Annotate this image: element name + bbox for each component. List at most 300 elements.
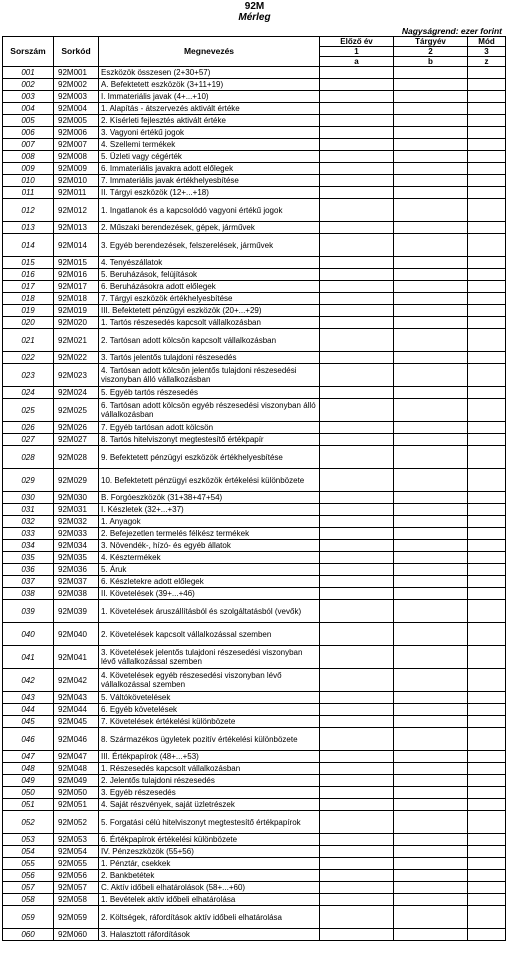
value-elozo-ev-cell[interactable] — [320, 775, 394, 787]
header-num-3: 3 — [468, 47, 506, 57]
value-mod-cell[interactable] — [468, 516, 506, 528]
value-elozo-ev-cell[interactable] — [320, 623, 394, 646]
value-elozo-ev-cell[interactable] — [320, 834, 394, 846]
value-mod-cell[interactable] — [468, 763, 506, 775]
value-elozo-ev-cell[interactable] — [320, 751, 394, 763]
row-number: 012 — [3, 199, 54, 222]
row-number: 029 — [3, 469, 54, 492]
value-elozo-ev-cell[interactable] — [320, 528, 394, 540]
value-mod-cell[interactable] — [468, 728, 506, 751]
value-mod-cell[interactable] — [468, 834, 506, 846]
value-mod-cell[interactable] — [468, 127, 506, 139]
value-targyev-cell[interactable] — [394, 870, 468, 882]
value-targyev-cell[interactable] — [394, 199, 468, 222]
value-mod-cell[interactable] — [468, 775, 506, 787]
row-code: 92M052 — [54, 811, 99, 834]
value-mod-cell[interactable] — [468, 352, 506, 364]
header-letter-z: z — [468, 57, 506, 67]
table-row — [3, 115, 506, 127]
row-label: 5. Beruházások, felújítások — [99, 269, 320, 281]
value-elozo-ev-cell[interactable] — [320, 329, 394, 352]
row-code: 92M003 — [54, 91, 99, 103]
table-row — [3, 422, 506, 434]
row-code: 92M027 — [54, 434, 99, 446]
row-number: 014 — [3, 234, 54, 257]
value-targyev-cell[interactable] — [394, 222, 468, 234]
value-mod-cell[interactable] — [468, 929, 506, 941]
value-elozo-ev-cell[interactable] — [320, 906, 394, 929]
value-mod-cell[interactable] — [468, 811, 506, 834]
value-targyev-cell[interactable] — [394, 139, 468, 151]
value-elozo-ev-cell[interactable] — [320, 446, 394, 469]
header-sorszam: Sorszám — [3, 37, 54, 67]
value-targyev-cell[interactable] — [394, 269, 468, 281]
value-elozo-ev-cell[interactable] — [320, 704, 394, 716]
value-mod-cell[interactable] — [468, 399, 506, 422]
row-label: 5. Egyéb tartós részesedés — [99, 387, 320, 399]
value-targyev-cell[interactable] — [394, 775, 468, 787]
value-targyev-cell[interactable] — [394, 163, 468, 175]
value-mod-cell[interactable] — [468, 692, 506, 704]
unit-note: Nagyságrend: ezer forint — [401, 26, 502, 36]
value-targyev-cell[interactable] — [394, 317, 468, 329]
row-label: 2. Műszaki berendezések, gépek, járművek — [99, 222, 320, 234]
table-row — [3, 329, 506, 352]
value-elozo-ev-cell[interactable] — [320, 692, 394, 704]
value-elozo-ev-cell[interactable] — [320, 281, 394, 293]
value-elozo-ev-cell[interactable] — [320, 399, 394, 422]
row-code: 92M022 — [54, 352, 99, 364]
row-code: 92M040 — [54, 623, 99, 646]
row-number: 050 — [3, 787, 54, 799]
row-code: 92M006 — [54, 127, 99, 139]
value-mod-cell[interactable] — [468, 846, 506, 858]
value-targyev-cell[interactable] — [394, 704, 468, 716]
value-targyev-cell[interactable] — [394, 799, 468, 811]
value-targyev-cell[interactable] — [394, 588, 468, 600]
value-elozo-ev-cell[interactable] — [320, 293, 394, 305]
row-number: 021 — [3, 329, 54, 352]
value-elozo-ev-cell[interactable] — [320, 600, 394, 623]
value-targyev-cell[interactable] — [394, 692, 468, 704]
value-mod-cell[interactable] — [468, 469, 506, 492]
row-number: 039 — [3, 600, 54, 623]
value-targyev-cell[interactable] — [394, 115, 468, 127]
value-mod-cell[interactable] — [468, 269, 506, 281]
value-targyev-cell[interactable] — [394, 67, 468, 79]
value-targyev-cell[interactable] — [394, 576, 468, 588]
value-mod-cell[interactable] — [468, 434, 506, 446]
table-row — [3, 434, 506, 446]
value-targyev-cell[interactable] — [394, 564, 468, 576]
value-elozo-ev-cell[interactable] — [320, 846, 394, 858]
value-targyev-cell[interactable] — [394, 882, 468, 894]
row-number: 036 — [3, 564, 54, 576]
value-elozo-ev-cell[interactable] — [320, 352, 394, 364]
table-row — [3, 751, 506, 763]
value-mod-cell[interactable] — [468, 139, 506, 151]
value-targyev-cell[interactable] — [394, 492, 468, 504]
value-elozo-ev-cell[interactable] — [320, 540, 394, 552]
value-elozo-ev-cell[interactable] — [320, 317, 394, 329]
value-mod-cell[interactable] — [468, 387, 506, 399]
table-row — [3, 139, 506, 151]
value-targyev-cell[interactable] — [394, 516, 468, 528]
value-mod-cell[interactable] — [468, 894, 506, 906]
value-mod-cell[interactable] — [468, 293, 506, 305]
table-row — [3, 811, 506, 834]
row-label: 8. Származékos ügyletek pozitív értékelési különbözete — [99, 728, 320, 751]
value-elozo-ev-cell[interactable] — [320, 669, 394, 692]
row-code: 92M030 — [54, 492, 99, 504]
value-mod-cell[interactable] — [468, 669, 506, 692]
row-number: 008 — [3, 151, 54, 163]
value-elozo-ev-cell[interactable] — [320, 187, 394, 199]
value-mod-cell[interactable] — [468, 234, 506, 257]
value-elozo-ev-cell[interactable] — [320, 588, 394, 600]
table-row — [3, 870, 506, 882]
value-elozo-ev-cell[interactable] — [320, 269, 394, 281]
row-number: 035 — [3, 552, 54, 564]
value-elozo-ev-cell[interactable] — [320, 870, 394, 882]
row-number: 003 — [3, 91, 54, 103]
value-mod-cell[interactable] — [468, 199, 506, 222]
row-code: 92M025 — [54, 399, 99, 422]
value-mod-cell[interactable] — [468, 716, 506, 728]
row-number: 023 — [3, 364, 54, 387]
value-targyev-cell[interactable] — [394, 352, 468, 364]
value-mod-cell[interactable] — [468, 564, 506, 576]
value-targyev-cell[interactable] — [394, 646, 468, 669]
value-mod-cell[interactable] — [468, 257, 506, 269]
row-number: 016 — [3, 269, 54, 281]
value-targyev-cell[interactable] — [394, 669, 468, 692]
table-row — [3, 79, 506, 91]
value-elozo-ev-cell[interactable] — [320, 576, 394, 588]
value-targyev-cell[interactable] — [394, 329, 468, 352]
row-label: 2. Kísérleti fejlesztés aktivált értéke — [99, 115, 320, 127]
value-targyev-cell[interactable] — [394, 811, 468, 834]
value-targyev-cell[interactable] — [394, 540, 468, 552]
row-number: 027 — [3, 434, 54, 446]
row-label: 4. Szellemi termékek — [99, 139, 320, 151]
row-label: IV. Pénzeszközök (55+56) — [99, 846, 320, 858]
row-label: III. Értékpapírok (48+...+53) — [99, 751, 320, 763]
value-elozo-ev-cell[interactable] — [320, 115, 394, 127]
value-targyev-cell[interactable] — [394, 422, 468, 434]
value-elozo-ev-cell[interactable] — [320, 139, 394, 151]
value-mod-cell[interactable] — [468, 540, 506, 552]
header-mod: Mód — [468, 37, 506, 47]
value-targyev-cell[interactable] — [394, 858, 468, 870]
value-mod-cell[interactable] — [468, 446, 506, 469]
value-targyev-cell[interactable] — [394, 834, 468, 846]
value-targyev-cell[interactable] — [394, 787, 468, 799]
row-label: 3. Követelések jelentős tulajdoni részesedési viszonyban lévő vállalkozással szemben — [99, 646, 320, 669]
value-elozo-ev-cell[interactable] — [320, 469, 394, 492]
value-targyev-cell[interactable] — [394, 600, 468, 623]
value-elozo-ev-cell[interactable] — [320, 387, 394, 399]
table-row — [3, 269, 506, 281]
value-elozo-ev-cell[interactable] — [320, 234, 394, 257]
value-mod-cell[interactable] — [468, 528, 506, 540]
table-row — [3, 257, 506, 269]
value-mod-cell[interactable] — [468, 222, 506, 234]
value-elozo-ev-cell[interactable] — [320, 811, 394, 834]
row-number: 032 — [3, 516, 54, 528]
value-mod-cell[interactable] — [468, 704, 506, 716]
row-code: 92M023 — [54, 364, 99, 387]
header-targyev: Tárgyév — [394, 37, 468, 47]
table-row — [3, 552, 506, 564]
row-code: 92M041 — [54, 646, 99, 669]
row-number: 013 — [3, 222, 54, 234]
row-code: 92M008 — [54, 151, 99, 163]
value-mod-cell[interactable] — [468, 858, 506, 870]
value-targyev-cell[interactable] — [394, 305, 468, 317]
value-mod-cell[interactable] — [468, 364, 506, 387]
row-number: 048 — [3, 763, 54, 775]
table-row — [3, 564, 506, 576]
value-targyev-cell[interactable] — [394, 103, 468, 115]
value-mod-cell[interactable] — [468, 91, 506, 103]
value-mod-cell[interactable] — [468, 79, 506, 91]
value-mod-cell[interactable] — [468, 504, 506, 516]
table-row — [3, 151, 506, 163]
value-targyev-cell[interactable] — [394, 79, 468, 91]
row-number: 001 — [3, 67, 54, 79]
row-code: 92M002 — [54, 79, 99, 91]
value-elozo-ev-cell[interactable] — [320, 882, 394, 894]
row-label: 10. Befektetett pénzügyi eszközök értékelési különbözete — [99, 469, 320, 492]
value-mod-cell[interactable] — [468, 623, 506, 646]
value-targyev-cell[interactable] — [394, 716, 468, 728]
value-targyev-cell[interactable] — [394, 387, 468, 399]
row-number: 059 — [3, 906, 54, 929]
value-targyev-cell[interactable] — [394, 552, 468, 564]
value-elozo-ev-cell[interactable] — [320, 799, 394, 811]
value-elozo-ev-cell[interactable] — [320, 222, 394, 234]
value-targyev-cell[interactable] — [394, 906, 468, 929]
value-elozo-ev-cell[interactable] — [320, 127, 394, 139]
value-elozo-ev-cell[interactable] — [320, 552, 394, 564]
value-targyev-cell[interactable] — [394, 257, 468, 269]
value-mod-cell[interactable] — [468, 492, 506, 504]
value-targyev-cell[interactable] — [394, 293, 468, 305]
row-code: 92M057 — [54, 882, 99, 894]
value-elozo-ev-cell[interactable] — [320, 257, 394, 269]
value-mod-cell[interactable] — [468, 151, 506, 163]
row-number: 024 — [3, 387, 54, 399]
value-targyev-cell[interactable] — [394, 399, 468, 422]
value-mod-cell[interactable] — [468, 115, 506, 127]
table-row — [3, 834, 506, 846]
row-label: 2. Befejezetlen termelés félkész termékek — [99, 528, 320, 540]
row-label: 6. Tartósan adott kölcsön egyéb részesedési viszonyban álló vállalkozásban — [99, 399, 320, 422]
form-title: Mérleg — [238, 12, 271, 23]
value-elozo-ev-cell[interactable] — [320, 434, 394, 446]
value-targyev-cell[interactable] — [394, 728, 468, 751]
row-label: 3. Vagyoni értékű jogok — [99, 127, 320, 139]
value-elozo-ev-cell[interactable] — [320, 516, 394, 528]
value-mod-cell[interactable] — [468, 906, 506, 929]
row-label: A. Befektetett eszközök (3+11+19) — [99, 79, 320, 91]
value-elozo-ev-cell[interactable] — [320, 646, 394, 669]
row-label: 6. Értékpapírok értékelési különbözete — [99, 834, 320, 846]
row-number: 002 — [3, 79, 54, 91]
value-elozo-ev-cell[interactable] — [320, 787, 394, 799]
row-code: 92M045 — [54, 716, 99, 728]
value-elozo-ev-cell[interactable] — [320, 103, 394, 115]
row-number: 030 — [3, 492, 54, 504]
row-number: 057 — [3, 882, 54, 894]
value-targyev-cell[interactable] — [394, 763, 468, 775]
row-code: 92M046 — [54, 728, 99, 751]
value-mod-cell[interactable] — [468, 646, 506, 669]
value-targyev-cell[interactable] — [394, 623, 468, 646]
value-elozo-ev-cell[interactable] — [320, 163, 394, 175]
row-code: 92M038 — [54, 588, 99, 600]
value-elozo-ev-cell[interactable] — [320, 175, 394, 187]
row-number: 058 — [3, 894, 54, 906]
value-targyev-cell[interactable] — [394, 528, 468, 540]
value-mod-cell[interactable] — [468, 552, 506, 564]
value-mod-cell[interactable] — [468, 187, 506, 199]
value-elozo-ev-cell[interactable] — [320, 79, 394, 91]
value-mod-cell[interactable] — [468, 787, 506, 799]
value-targyev-cell[interactable] — [394, 127, 468, 139]
value-targyev-cell[interactable] — [394, 434, 468, 446]
row-label: 4. Tartósan adott kölcsön jelentős tulajdoni részesedési viszonyban álló vállalkozásban — [99, 364, 320, 387]
value-mod-cell[interactable] — [468, 588, 506, 600]
row-label: II. Tárgyi eszközök (12+...+18) — [99, 187, 320, 199]
row-label: Eszközök összesen (2+30+57) — [99, 67, 320, 79]
value-elozo-ev-cell[interactable] — [320, 364, 394, 387]
header-sorkod: Sorkód — [54, 37, 99, 67]
value-elozo-ev-cell[interactable] — [320, 305, 394, 317]
value-elozo-ev-cell[interactable] — [320, 91, 394, 103]
table-row — [3, 704, 506, 716]
row-number: 037 — [3, 576, 54, 588]
row-code: 92M034 — [54, 540, 99, 552]
row-code: 92M060 — [54, 929, 99, 941]
row-code: 92M026 — [54, 422, 99, 434]
table-row — [3, 646, 506, 669]
value-mod-cell[interactable] — [468, 882, 506, 894]
header-elozo-ev: Előző év — [320, 37, 394, 47]
value-mod-cell[interactable] — [468, 317, 506, 329]
table-row — [3, 775, 506, 787]
value-targyev-cell[interactable] — [394, 91, 468, 103]
value-elozo-ev-cell[interactable] — [320, 858, 394, 870]
row-label: I. Készletek (32+...+37) — [99, 504, 320, 516]
row-number: 047 — [3, 751, 54, 763]
value-elozo-ev-cell[interactable] — [320, 564, 394, 576]
value-elozo-ev-cell[interactable] — [320, 199, 394, 222]
row-number: 042 — [3, 669, 54, 692]
row-code: 92M033 — [54, 528, 99, 540]
value-mod-cell[interactable] — [468, 576, 506, 588]
value-elozo-ev-cell[interactable] — [320, 492, 394, 504]
row-code: 92M017 — [54, 281, 99, 293]
value-elozo-ev-cell[interactable] — [320, 894, 394, 906]
row-label: 1. Alapítás - átszervezés aktivált értéke — [99, 103, 320, 115]
value-mod-cell[interactable] — [468, 600, 506, 623]
value-targyev-cell[interactable] — [394, 281, 468, 293]
row-code: 92M016 — [54, 269, 99, 281]
value-mod-cell[interactable] — [468, 103, 506, 115]
value-elozo-ev-cell[interactable] — [320, 67, 394, 79]
value-mod-cell[interactable] — [468, 281, 506, 293]
value-targyev-cell[interactable] — [394, 469, 468, 492]
value-elozo-ev-cell[interactable] — [320, 151, 394, 163]
value-targyev-cell[interactable] — [394, 364, 468, 387]
row-number: 020 — [3, 317, 54, 329]
row-label: 7. Követelések értékelési különbözete — [99, 716, 320, 728]
value-elozo-ev-cell[interactable] — [320, 728, 394, 751]
value-targyev-cell[interactable] — [394, 175, 468, 187]
value-mod-cell[interactable] — [468, 329, 506, 352]
row-number: 051 — [3, 799, 54, 811]
value-mod-cell[interactable] — [468, 175, 506, 187]
value-targyev-cell[interactable] — [394, 846, 468, 858]
table-row — [3, 293, 506, 305]
value-elozo-ev-cell[interactable] — [320, 763, 394, 775]
value-mod-cell[interactable] — [468, 799, 506, 811]
row-number: 033 — [3, 528, 54, 540]
value-targyev-cell[interactable] — [394, 234, 468, 257]
value-mod-cell[interactable] — [468, 67, 506, 79]
value-mod-cell[interactable] — [468, 163, 506, 175]
value-elozo-ev-cell[interactable] — [320, 929, 394, 941]
row-label: 2. Költségek, ráfordítások aktív időbeli elhatárolása — [99, 906, 320, 929]
row-number: 038 — [3, 588, 54, 600]
value-targyev-cell[interactable] — [394, 929, 468, 941]
value-targyev-cell[interactable] — [394, 894, 468, 906]
value-mod-cell[interactable] — [468, 870, 506, 882]
row-code: 92M053 — [54, 834, 99, 846]
row-code: 92M019 — [54, 305, 99, 317]
row-number: 018 — [3, 293, 54, 305]
row-code: 92M009 — [54, 163, 99, 175]
value-targyev-cell[interactable] — [394, 446, 468, 469]
row-label: 6. Immateriális javakra adott előlegek — [99, 163, 320, 175]
table-row — [3, 504, 506, 516]
table-row — [3, 352, 506, 364]
row-label: 3. Növendék-, hízó- és egyéb állatok — [99, 540, 320, 552]
value-elozo-ev-cell[interactable] — [320, 716, 394, 728]
value-mod-cell[interactable] — [468, 422, 506, 434]
row-code: 92M059 — [54, 906, 99, 929]
value-targyev-cell[interactable] — [394, 504, 468, 516]
table-row — [3, 540, 506, 552]
row-number: 006 — [3, 127, 54, 139]
row-label: 1. Részesedés kapcsolt vállalkozásban — [99, 763, 320, 775]
row-label: 6. Beruházásokra adott előlegek — [99, 281, 320, 293]
value-elozo-ev-cell[interactable] — [320, 422, 394, 434]
row-label: 1. Bevételek aktív időbeli elhatárolása — [99, 894, 320, 906]
table-row — [3, 787, 506, 799]
row-label: 2. Jelentős tulajdoni részesedés — [99, 775, 320, 787]
value-mod-cell[interactable] — [468, 751, 506, 763]
row-code: 92M013 — [54, 222, 99, 234]
value-targyev-cell[interactable] — [394, 151, 468, 163]
value-targyev-cell[interactable] — [394, 187, 468, 199]
value-mod-cell[interactable] — [468, 305, 506, 317]
row-label: 3. Tartós jelentős tulajdoni részesedés — [99, 352, 320, 364]
value-targyev-cell[interactable] — [394, 751, 468, 763]
value-elozo-ev-cell[interactable] — [320, 504, 394, 516]
